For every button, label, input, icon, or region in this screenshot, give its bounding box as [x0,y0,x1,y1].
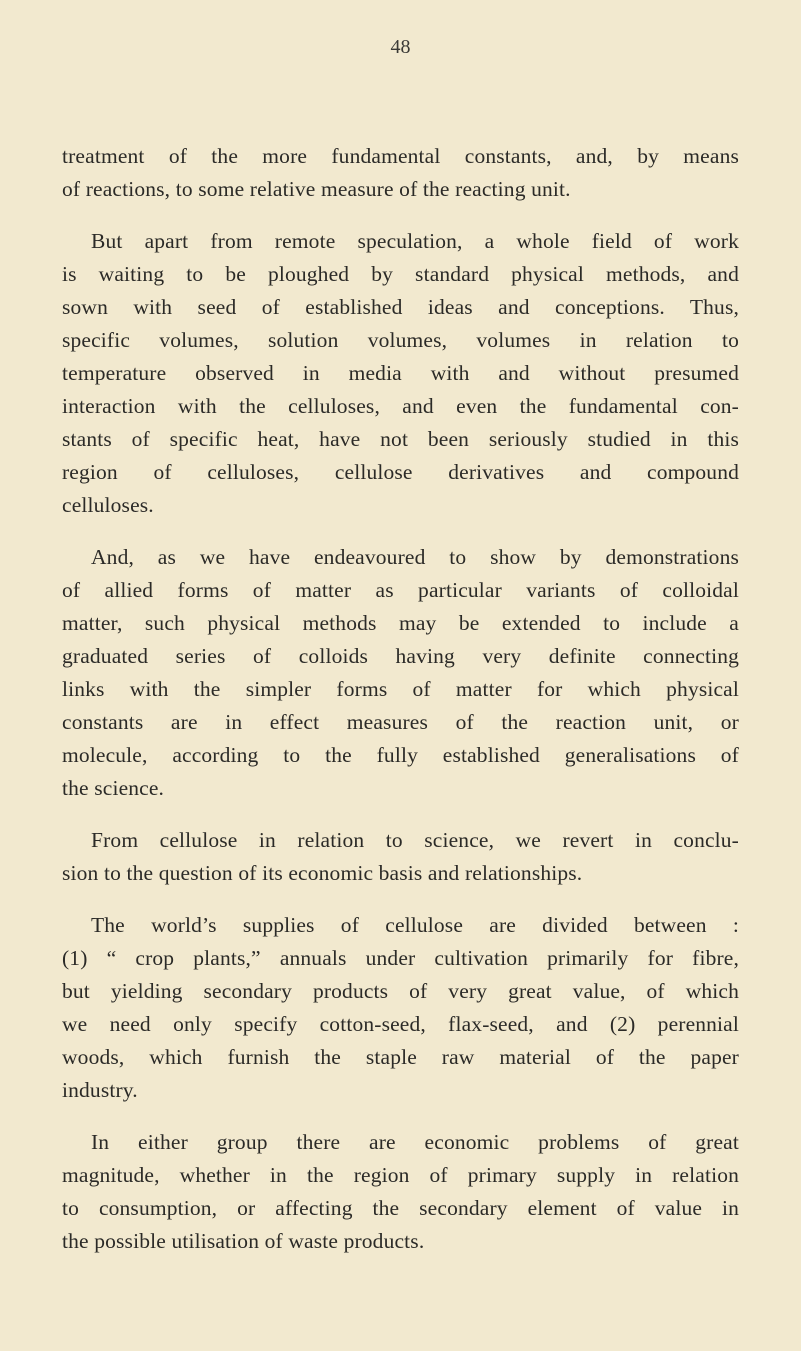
paragraph [62,140,739,206]
text-line: And, as we have endeavoured to show by demonstrations [91,545,739,569]
text-line: sion to the question of its economic basis and relationships. [62,861,583,885]
text-line: of allied forms of matter as particular variants of colloidal [62,578,739,602]
text-line: interaction with the celluloses, and even the fundamental con- [62,394,739,418]
text-line: magnitude, whether in the region of primary supply in relation [62,1163,739,1187]
text-line: (1) “ crop plants,” annuals under cultivation primarily for fibre, [62,946,739,970]
text-line: woods, which furnish the staple raw material of the paper [62,1045,739,1069]
text-line: From cellulose in relation to science, we revert in conclu- [91,828,739,852]
text-line: is waiting to be ploughed by standard physical methods, and [62,262,739,286]
text-line: the possible utilisation of waste products. [62,1229,425,1253]
text-line: celluloses. [62,493,154,517]
text-line: In either group there are economic problems of great [91,1130,739,1154]
paragraph [62,909,739,1107]
text-line: region of celluloses, cellulose derivatives and compound [62,460,739,484]
page-number: 48 [390,36,411,58]
body-text [62,140,739,1277]
paragraph [62,541,739,805]
text-line: the science. [62,776,165,800]
text-line: links with the simpler forms of matter for which physical [62,677,739,701]
text-line: specific volumes, solution volumes, volumes in relation to [62,328,739,352]
text-line: constants are in effect measures of the reaction unit, or [62,710,739,734]
text-line: we need only specify cotton-seed, flax-seed, and (2) perennial [62,1012,739,1036]
text-line: molecule, according to the fully established generalisations of [62,743,739,767]
text-line: treatment of the more fundamental constants, and, by means [62,144,739,168]
text-line: of reactions, to some relative measure of the reacting unit. [62,177,571,201]
paragraph [62,225,739,522]
text-line: but yielding secondary products of very great value, of which [62,979,739,1003]
text-line: stants of specific heat, have not been seriously studied in this [62,427,739,451]
text-line: But apart from remote speculation, a whole field of work [91,229,739,253]
text-line: graduated series of colloids having very definite connecting [62,644,739,668]
text-line: industry. [62,1078,138,1102]
text-line: to consumption, or affecting the secondary element of value in [62,1196,739,1220]
text-line: sown with seed of established ideas and conceptions. Thus, [62,295,739,319]
text-line: matter, such physical methods may be extended to include a [62,611,739,635]
paragraph [62,1126,739,1258]
text-line: The world’s supplies of cellulose are divided between : [91,913,739,937]
text-line: temperature observed in media with and without presumed [62,361,739,385]
paragraph [62,824,739,890]
